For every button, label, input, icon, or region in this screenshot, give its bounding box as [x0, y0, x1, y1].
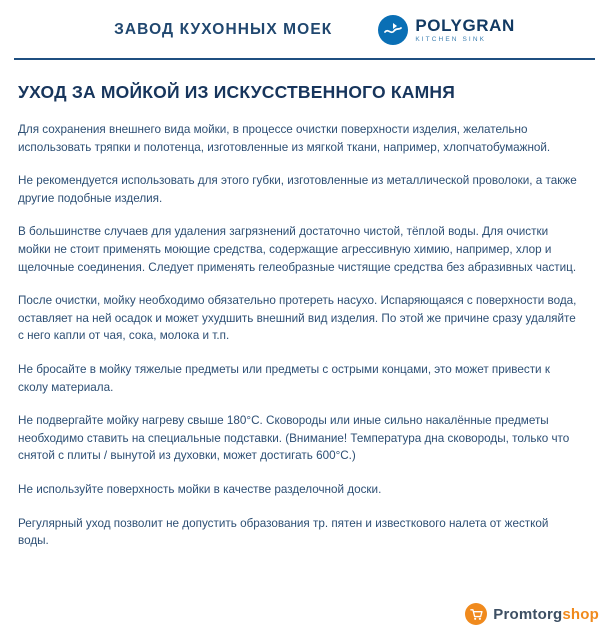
company-tagline: ЗАВОД КУХОННЫХ МОЕК: [114, 21, 333, 38]
header-content: [14, 15, 595, 45]
document-body: [0, 60, 609, 550]
watermark-text-suffix: shop: [562, 605, 599, 623]
paragraph-1: Для сохранения внешнего вида мойки, в процессе очистки поверхности изделия, желательно использовать тряпки и полотенца, изготовленные из мягкой ткани, например, хлопчатобумажной.: [18, 123, 551, 154]
paragraph-7: Не используйте поверхность мойки в качестве разделочной доски.: [18, 482, 382, 496]
paragraph-2: Не рекомендуется использовать для этого губки, изготовленные из металлической проволоки, а также другие подобные изделия.: [18, 174, 577, 205]
paragraph-3: В большинстве случаев для удаления загрязнений достаточно чистой, тёплой воды. Для очистки мойки не стоит применять моющие средства, содержащие агрессивную химию, например, хлор и щелочные соединения. Следует применять гелеобразные чистящие средства без абразивных частиц.: [18, 225, 577, 274]
page-title: УХОД ЗА МОЙКОЙ ИЗ ИСКУССТВЕННОГО КАМНЯ: [18, 82, 456, 102]
header-divider: [14, 58, 595, 60]
watermark-text-prefix: Promtorg: [493, 605, 563, 623]
paragraph-5: Не бросайте в мойку тяжелые предметы или предметы с острыми концами, это может привести к сколу материала.: [18, 362, 550, 394]
polygran-logo: [378, 15, 515, 45]
watermark-badge: [453, 596, 609, 632]
paragraph-4: После очистки, мойку необходимо обязательно протереть насухо. Испаряющаяся с поверхности вода, оставляет на ней осадок и может ухудшить внешний вид изделия. По этой же причине сразу удаляйте с него капли от чая, сока, молока и т.п.: [18, 294, 577, 343]
paragraph-6: Не подвергайте мойку нагреву свыше 180°С. Сковороды или иные сильно накалённые предметы необходимо ставить на специальные подставки. (Внимание! Температура дна сковороды, только что снятой с плиты / вынутой из духовки, может достигать 600°С.): [18, 414, 570, 463]
logo-tagline: KITCHEN SINK: [415, 35, 487, 43]
page-header: [0, 0, 609, 60]
wave-circle-icon: [378, 15, 408, 45]
logo-text-block: [415, 17, 515, 44]
logo-name: POLYGRAN: [415, 15, 515, 35]
watermark-text: [493, 606, 599, 623]
paragraph-8: Регулярный уход позволит не допустить образования тр. пятен и известкового налета от жесткой воды.: [18, 516, 549, 548]
cart-circle-icon: [465, 603, 487, 625]
